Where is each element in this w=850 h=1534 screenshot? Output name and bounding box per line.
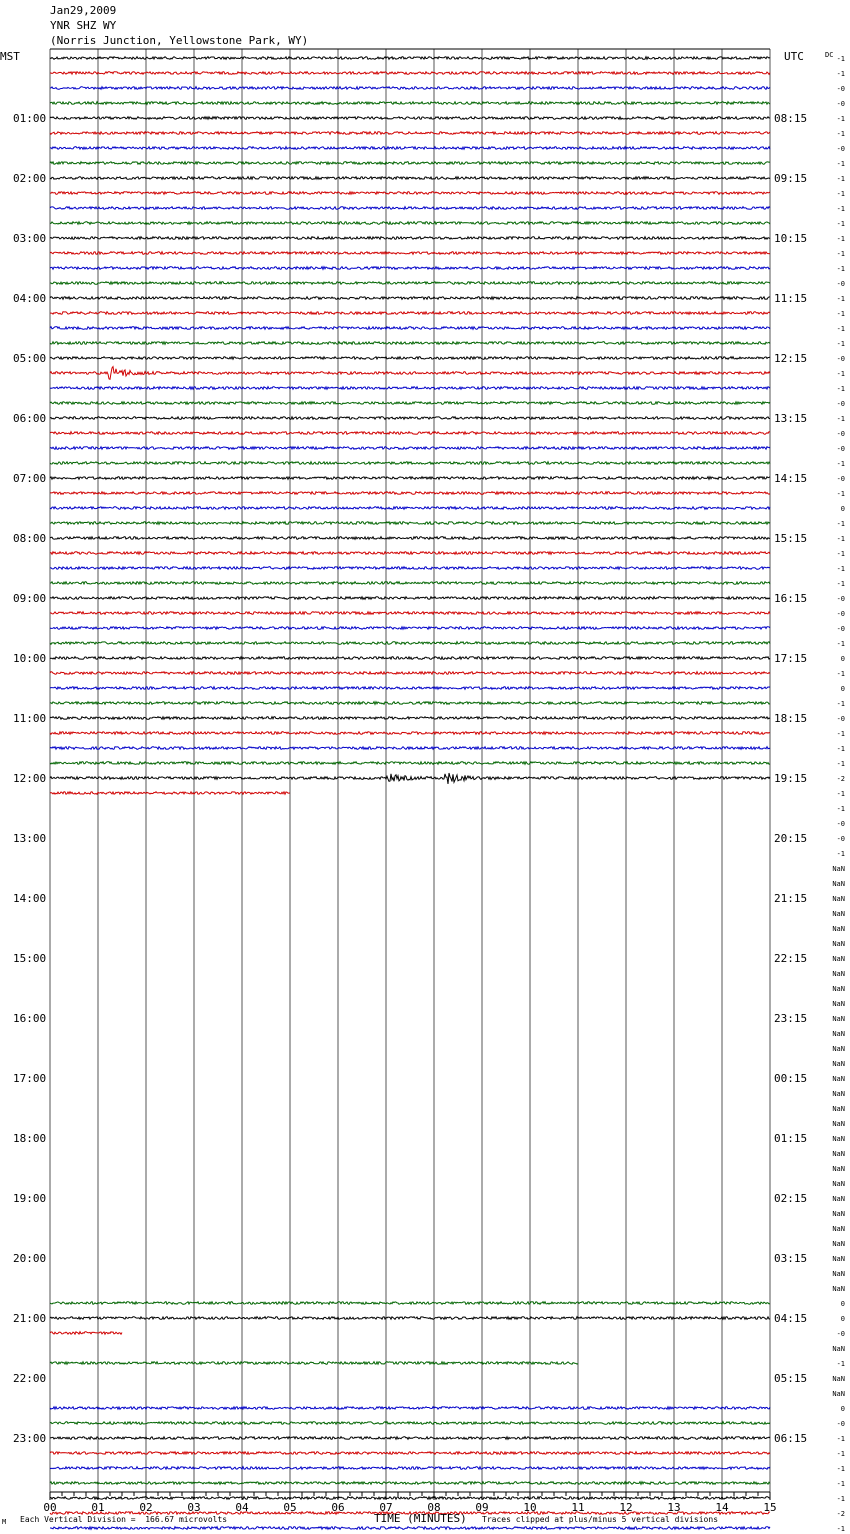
trace-line xyxy=(50,387,770,390)
trace-line xyxy=(50,522,770,525)
minute-gridlines xyxy=(50,49,770,1492)
mst-hour-label: 23:00 xyxy=(13,1432,47,1445)
dc-offset-label: -0 xyxy=(836,835,845,843)
mst-hour-label: 21:00 xyxy=(13,1312,47,1325)
dc-offset-label: -1 xyxy=(836,670,845,678)
mst-hour-label: 08:00 xyxy=(13,532,47,545)
mst-hour-label: 12:00 xyxy=(13,772,47,785)
mst-hour-label: 02:00 xyxy=(13,172,47,185)
trace-line xyxy=(50,582,770,585)
station-name: YNR SHZ WY xyxy=(50,19,117,32)
dc-offset-label: NaN xyxy=(832,1255,845,1263)
mst-hour-label: 18:00 xyxy=(13,1132,47,1145)
utc-hour-label: 00:15 xyxy=(774,1072,808,1085)
dc-offset-label: -1 xyxy=(836,340,845,348)
trace-line xyxy=(50,1467,770,1470)
utc-hour-label: 19:15 xyxy=(774,772,808,785)
trace-line xyxy=(50,1422,770,1425)
dc-offset-label: -1 xyxy=(836,325,845,333)
mst-hour-label: 16:00 xyxy=(13,1012,47,1025)
trace-line xyxy=(50,1317,770,1320)
trace-line xyxy=(50,102,770,105)
mst-hour-label: 06:00 xyxy=(13,412,47,425)
dc-offset-label: NaN xyxy=(832,910,845,918)
trace-line xyxy=(50,147,770,150)
dc-offset-label: -1 xyxy=(836,490,845,498)
dc-offset-label: NaN xyxy=(832,1150,845,1158)
trace-line xyxy=(50,72,770,75)
utc-hour-label: 12:15 xyxy=(774,352,808,365)
x-tick-label: 02 xyxy=(139,1501,153,1514)
x-tick-label: 05 xyxy=(283,1501,297,1514)
dc-offset-label: -1 xyxy=(836,1435,845,1443)
dc-offset-label: -0 xyxy=(836,85,845,93)
dc-offset-label: -1 xyxy=(836,550,845,558)
dc-offset-label: -0 xyxy=(836,1420,845,1428)
x-tick-label: 08 xyxy=(427,1501,441,1514)
dc-offset-label: -0 xyxy=(836,400,845,408)
dc-offset-label: NaN xyxy=(832,1105,845,1113)
trace-line xyxy=(50,773,770,784)
dc-offset-label: NaN xyxy=(832,1285,845,1293)
trace-line xyxy=(50,1452,770,1455)
dc-offset-label: -1 xyxy=(836,1480,845,1488)
trace-line xyxy=(50,132,770,135)
trace-line xyxy=(50,627,770,630)
dc-offset-label: -1 xyxy=(836,745,845,753)
dc-offset-label: -1 xyxy=(836,220,845,228)
utc-hour-label: 09:15 xyxy=(774,172,808,185)
dc-offset-label: NaN xyxy=(832,1270,845,1278)
dc-offset-label: -1 xyxy=(836,370,845,378)
dc-offset-label: NaN xyxy=(832,1015,845,1023)
trace-line xyxy=(50,762,770,765)
dc-offset-label: -1 xyxy=(836,1360,845,1368)
trace-line xyxy=(50,57,770,60)
x-tick-label: 01 xyxy=(91,1501,105,1514)
trace-line xyxy=(50,1302,770,1305)
trace-line xyxy=(50,312,770,315)
dc-offset-label: -1 xyxy=(836,850,845,858)
trace-line xyxy=(50,552,770,555)
utc-hour-label: 05:15 xyxy=(774,1372,808,1385)
trace-line xyxy=(50,642,770,645)
trace-line xyxy=(50,297,770,300)
dc-offset-label: NaN xyxy=(832,940,845,948)
dc-offset-label: NaN xyxy=(832,1165,845,1173)
dc-offset-label: -0 xyxy=(836,625,845,633)
dc-offset-label: NaN xyxy=(832,1090,845,1098)
mst-hour-label: 22:00 xyxy=(13,1372,47,1385)
utc-hour-label: 21:15 xyxy=(774,892,808,905)
x-tick-label: 14 xyxy=(715,1501,729,1514)
trace-line xyxy=(50,342,770,345)
x-tick-label: 13 xyxy=(667,1501,681,1514)
trace-line xyxy=(50,237,770,240)
utc-axis-title: UTC xyxy=(784,50,804,63)
utc-hour-label: 20:15 xyxy=(774,832,808,845)
dc-offset-label: NaN xyxy=(832,1345,845,1353)
dc-offset-label: NaN xyxy=(832,1030,845,1038)
dc-offset-label: -1 xyxy=(836,385,845,393)
utc-hour-label: 22:15 xyxy=(774,952,808,965)
dc-offset-label: NaN xyxy=(832,1225,845,1233)
dc-offset-label: -1 xyxy=(836,205,845,213)
dc-offset-label: 0 xyxy=(840,505,845,513)
mst-hour-label: 15:00 xyxy=(13,952,47,965)
dc-offset-label: NaN xyxy=(832,1180,845,1188)
dc-offset-label: NaN xyxy=(832,1000,845,1008)
dc-offset-label: -1 xyxy=(836,790,845,798)
dc-offset-label: -1 xyxy=(836,760,845,768)
trace-line xyxy=(50,177,770,180)
dc-offset-label: 0 xyxy=(840,1315,845,1323)
dc-offset-label: -0 xyxy=(836,820,845,828)
x-tick-label: 09 xyxy=(475,1501,489,1514)
dc-offset-label: 0 xyxy=(840,1300,845,1308)
mst-hour-label: 13:00 xyxy=(13,832,47,845)
trace-line xyxy=(50,657,770,660)
trace-line xyxy=(50,537,770,540)
scale-note: Each Vertical Division = 166.67 microvolts xyxy=(20,1515,228,1524)
mst-hour-label: 17:00 xyxy=(13,1072,47,1085)
mst-axis-title: MST xyxy=(0,50,20,63)
dc-offset-label: -1 xyxy=(836,1525,845,1533)
utc-hour-label: 18:15 xyxy=(774,712,808,725)
trace-line xyxy=(50,252,770,255)
mst-hour-label: 07:00 xyxy=(13,472,47,485)
trace-line xyxy=(50,492,770,495)
dc-offset-labels xyxy=(832,55,845,1534)
dc-offset-label: -1 xyxy=(836,310,845,318)
utc-hour-label: 16:15 xyxy=(774,592,808,605)
clip-note: Traces clipped at plus/minus 5 vertical divisions xyxy=(482,1515,719,1524)
dc-offset-label: -1 xyxy=(836,520,845,528)
trace-line xyxy=(50,732,770,735)
dc-offset-label: -1 xyxy=(836,130,845,138)
trace-line xyxy=(50,1437,770,1440)
utc-hour-label: 08:15 xyxy=(774,112,808,125)
trace-line xyxy=(50,507,770,510)
dc-offset-label: -1 xyxy=(836,160,845,168)
dc-offset-label: NaN xyxy=(832,985,845,993)
utc-hour-label: 23:15 xyxy=(774,1012,808,1025)
dc-column-title: DC xyxy=(825,51,834,59)
utc-hour-label: 17:15 xyxy=(774,652,808,665)
x-tick-label: 00 xyxy=(43,1501,57,1514)
dc-offset-label: NaN xyxy=(832,1060,845,1068)
trace-line xyxy=(50,282,770,285)
mst-hour-label: 09:00 xyxy=(13,592,47,605)
trace-line xyxy=(50,477,770,480)
trace-line xyxy=(50,687,770,690)
dc-offset-label: -1 xyxy=(836,175,845,183)
utc-hour-label: 15:15 xyxy=(774,532,808,545)
dc-offset-label: -0 xyxy=(836,445,845,453)
trace-line xyxy=(50,117,770,120)
dc-offset-label: 0 xyxy=(840,685,845,693)
trace-line xyxy=(50,1362,578,1365)
x-axis-title: TIME (MINUTES) xyxy=(374,1512,467,1525)
utc-hour-label: 14:15 xyxy=(774,472,808,485)
dc-offset-label: -1 xyxy=(836,70,845,78)
corner-mark: M xyxy=(2,1518,7,1526)
trace-line xyxy=(50,1527,770,1530)
trace-line xyxy=(50,432,770,435)
x-tick-label: 06 xyxy=(331,1501,345,1514)
x-tick-label: 15 xyxy=(763,1501,777,1514)
dc-offset-label: -0 xyxy=(836,430,845,438)
trace-line xyxy=(50,267,770,270)
utc-hour-label: 13:15 xyxy=(774,412,808,425)
trace-line xyxy=(50,87,770,90)
dc-offset-label: -1 xyxy=(836,805,845,813)
utc-hour-label: 03:15 xyxy=(774,1252,808,1265)
dc-offset-label: NaN xyxy=(832,1210,845,1218)
trace-line xyxy=(50,1407,770,1410)
mst-hour-label: 11:00 xyxy=(13,712,47,725)
mst-hour-label: 19:00 xyxy=(13,1192,47,1205)
trace-line xyxy=(50,367,770,380)
dc-offset-label: -0 xyxy=(836,145,845,153)
dc-offset-label: NaN xyxy=(832,1195,845,1203)
dc-offset-label: NaN xyxy=(832,1075,845,1083)
dc-offset-label: -0 xyxy=(836,595,845,603)
utc-hour-label: 04:15 xyxy=(774,1312,808,1325)
mst-hour-label: 14:00 xyxy=(13,892,47,905)
dc-offset-label: -2 xyxy=(836,1510,845,1518)
dc-offset-label: -1 xyxy=(836,250,845,258)
dc-offset-label: -2 xyxy=(836,775,845,783)
dc-offset-label: -0 xyxy=(836,355,845,363)
dc-offset-label: -1 xyxy=(836,415,845,423)
x-tick-label: 07 xyxy=(379,1501,393,1514)
dc-offset-label: NaN xyxy=(832,1375,845,1383)
mst-hour-label: 04:00 xyxy=(13,292,47,305)
trace-line xyxy=(50,612,770,615)
utc-hour-label: 06:15 xyxy=(774,1432,808,1445)
dc-offset-label: -0 xyxy=(836,610,845,618)
mst-hour-label: 03:00 xyxy=(13,232,47,245)
trace-line xyxy=(50,162,770,165)
trace-line xyxy=(50,447,770,450)
dc-offset-label: -1 xyxy=(836,1495,845,1503)
dc-offset-label: NaN xyxy=(832,1240,845,1248)
dc-offset-label: NaN xyxy=(832,865,845,873)
utc-hour-label: 02:15 xyxy=(774,1192,808,1205)
dc-offset-label: NaN xyxy=(832,970,845,978)
station-location: (Norris Junction, Yellowstone Park, WY) xyxy=(50,34,309,47)
dc-offset-label: -1 xyxy=(836,460,845,468)
trace-line xyxy=(50,717,770,720)
trace-line xyxy=(50,567,770,570)
plot-date: Jan29,2009 xyxy=(50,4,117,17)
seismic-traces xyxy=(50,57,770,1534)
dc-offset-label: NaN xyxy=(832,1045,845,1053)
trace-line xyxy=(50,672,770,675)
dc-offset-label: -1 xyxy=(836,580,845,588)
dc-offset-label: 0 xyxy=(840,655,845,663)
dc-offset-label: -1 xyxy=(836,1450,845,1458)
trace-line xyxy=(50,1497,770,1500)
dc-offset-label: NaN xyxy=(832,1120,845,1128)
dc-offset-label: -0 xyxy=(836,475,845,483)
dc-offset-label: -1 xyxy=(836,115,845,123)
time-axis xyxy=(43,1492,776,1514)
dc-offset-label: -1 xyxy=(836,190,845,198)
dc-offset-label: NaN xyxy=(832,955,845,963)
dc-offset-label: -0 xyxy=(836,280,845,288)
trace-line xyxy=(50,1482,770,1485)
dc-offset-label: -1 xyxy=(836,235,845,243)
dc-offset-label: -1 xyxy=(836,640,845,648)
trace-line xyxy=(50,327,770,330)
dc-offset-label: -1 xyxy=(836,700,845,708)
trace-line xyxy=(50,747,770,750)
dc-offset-label: 0 xyxy=(840,1405,845,1413)
dc-offset-label: -1 xyxy=(836,55,845,63)
mst-hour-labels xyxy=(13,112,46,1445)
dc-offset-label: -1 xyxy=(836,265,845,273)
dc-offset-label: -1 xyxy=(836,535,845,543)
trace-line xyxy=(50,597,770,600)
trace-line xyxy=(50,222,770,225)
x-tick-label: 11 xyxy=(571,1501,585,1514)
dc-offset-label: -1 xyxy=(836,565,845,573)
trace-line xyxy=(50,357,770,360)
dc-offset-label: NaN xyxy=(832,1135,845,1143)
dc-offset-label: NaN xyxy=(832,1390,845,1398)
utc-hour-labels xyxy=(774,112,807,1445)
trace-line xyxy=(50,192,770,195)
x-tick-label: 04 xyxy=(235,1501,249,1514)
dc-offset-label: NaN xyxy=(832,880,845,888)
dc-offset-label: -1 xyxy=(836,730,845,738)
x-tick-label: 10 xyxy=(523,1501,537,1514)
dc-offset-label: -0 xyxy=(836,715,845,723)
mst-hour-label: 05:00 xyxy=(13,352,47,365)
utc-hour-label: 11:15 xyxy=(774,292,808,305)
dc-offset-label: -1 xyxy=(836,295,845,303)
trace-line xyxy=(50,417,770,420)
trace-line xyxy=(50,462,770,465)
mst-hour-label: 20:00 xyxy=(13,1252,47,1265)
mst-hour-label: 01:00 xyxy=(13,112,47,125)
utc-hour-label: 10:15 xyxy=(774,232,808,245)
dc-offset-label: -0 xyxy=(836,1330,845,1338)
mst-hour-label: 10:00 xyxy=(13,652,47,665)
trace-line xyxy=(50,207,770,210)
dc-offset-label: NaN xyxy=(832,895,845,903)
trace-line xyxy=(50,402,770,405)
trace-line xyxy=(50,702,770,705)
utc-hour-label: 01:15 xyxy=(774,1132,808,1145)
dc-offset-label: -0 xyxy=(836,100,845,108)
dc-offset-label: -1 xyxy=(836,1465,845,1473)
dc-offset-label: NaN xyxy=(832,925,845,933)
trace-line xyxy=(50,1332,122,1335)
x-tick-label: 03 xyxy=(187,1501,201,1514)
x-tick-label: 12 xyxy=(619,1501,633,1514)
trace-line xyxy=(50,792,290,795)
